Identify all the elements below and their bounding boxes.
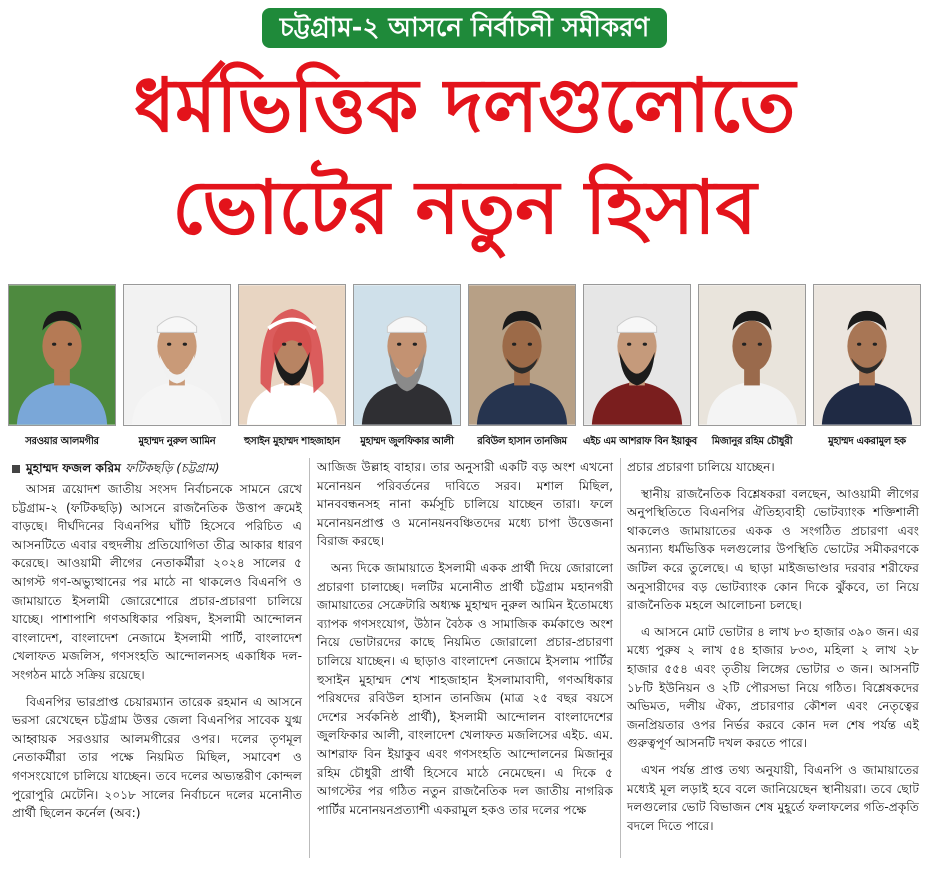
article-column-1 xyxy=(12,458,302,831)
candidate-card xyxy=(238,284,346,451)
candidate-card xyxy=(468,284,576,451)
kicker-banner: চট্টগ্রাম-২ আসনে নির্বাচনী সমীকরণ xyxy=(262,8,667,48)
candidate-name: মুহাম্মদ নুরুল আমিন xyxy=(138,436,216,447)
paragraph: এখন পর্যন্ত প্রাপ্ত তথ্য অনুযায়ী, বিএনপি ও জামায়াতের মধ্যেই মূল লড়াই হবে বলে জানিয়েছেন স্থানীয়রা। তবে ছোট দলগুলোর ভোট বিভাজন শেষ মুহূর্তে ফলাফলের গতি-প্রকৃতি বদলে দিতে পারে। xyxy=(627,762,919,833)
paragraph: প্রচার প্রচারণা চালিয়ে যাচ্ছেন। xyxy=(627,460,775,474)
bullet-square-icon xyxy=(12,465,20,473)
candidate-card xyxy=(353,284,461,451)
candidate-portrait xyxy=(813,284,921,426)
headline-line-2: ভোটের নতুন হিসাব xyxy=(172,165,757,251)
byline-location: ফটিকছড়ি (চট্টগ্রাম) xyxy=(125,461,220,475)
paragraph: এ আসনে মোট ভোটার ৪ লাখ ৮৩ হাজার ৩৯০ জন। এর মধ্যে পুরুষ ২ লাখ ৫৪ হাজার ৮৩৩, মহিলা ২ লাখ ২৮ হাজার ৫৫৪ এবং তৃতীয় লিঙ্গের ভোটার ৩ জন। আসনটি ১৮টি ইউনিয়ন ও ২টি পৌরসভা নিয়ে গঠিত। বিশ্লেষকদের অভিমত, দলীয় ঐক্য, প্রচারণার কৌশল এবং নেতৃত্বের জনপ্রিয়তার ওপর নির্ভর করবে কোন দল শেষ পর্যন্ত এই গুরুত্বপূর্ণ আসনটি দখল করতে পারে। xyxy=(627,624,919,751)
byline xyxy=(12,458,302,478)
headline-line-1: ধর্মভিত্তিক দলগুলোতে xyxy=(133,63,796,149)
candidate-name: মুহাম্মদ একরামুল হক xyxy=(828,436,906,447)
candidate-name: হুসাইন মুহাম্মদ শাহজাহান xyxy=(244,436,340,447)
article-column-2 xyxy=(317,458,613,827)
paragraph: অন্য দিকে জামায়াতে ইসলামী একক প্রার্থী দিয়ে জোরালো প্রচারণা চালাচ্ছে। দলটির মনোনীত প্রার্থী চট্টগ্রাম মহানগরী জামায়াতের সেক্রেটারি অধ্যক্ষ মুহাম্মদ নুরুল আমিন ইতোমধ্যে ব্যাপক গণসংযোগ, উঠান বৈঠক ও সামাজিক কর্মকাণ্ডে অংশ নিয়ে ভোটারদের কাছে নিয়মিত জোরালো প্রচার-প্রচারণা চালিয়ে যাচ্ছেন। এ ছাড়াও বাংলাদেশ নেজামে ইসলাম পার্টির হুসাইন মুহাম্মদ শেখ শাহজাহান ইসলামাবাদী, গণঅধিকার পরিষদের রবিউল হাসান তানজিম (মাত্র ২৫ বছর বয়সে দেশের সর্বকনিষ্ঠ প্রার্থী), ইসলামী আন্দোলন বাংলাদেশের জুলফিকার আলী, বাংলাদেশ খেলাফত মজলিসের এইচ. এম. আশরাফ বিন ইয়াকুব এবং গণসংহতি আন্দোলনের মিজানুর রহিম চৌধুরী প্রার্থী হিসেবে মাঠে নেমেছেন। এ দিকে ৫ আগস্টের পর গঠিত নতুন রাজনৈতিক দল জাতীয় নাগরিক পার্টির মনোনয়নপ্রত্যাশী একরামুল হকও তার দলের পক্ষে xyxy=(317,560,613,817)
paragraph: বিএনপির ভারপ্রাপ্ত চেয়ারম্যান তারেক রহমান এ আসনে ভরসা রেখেছেন চট্টগ্রাম উত্তর জেলা বিএনপির সাবেক যুগ্ম আহ্বায়ক সরওয়ার আলমগীরের ওপর। দলের তৃণমূল নেতাকর্মীরা তার পক্ষে নিয়মিত মিছিল, সমাবেশ ও গণসংযোগে চালিয়ে যাচ্ছেন। তবে দলের অভ্যন্তরীণ কোন্দল পুরোপুরি মেটেনি। ২০১৮ সালের নির্বাচনে দলের মনোনীত প্রার্থী ছিলেন কর্নেল (অব:) xyxy=(12,694,302,821)
paragraph: স্থানীয় রাজনৈতিক বিশ্লেষকরা বলছেন, আওয়ামী লীগের অনুপস্থিতিতে বিএনপির ঐতিহ্যবাহী ভোটব্যাংক শক্তিশালী থাকলেও জামায়াতের একক ও সংগঠিত প্রচারণা এবং অন্যান্য ধর্মভিত্তিক দলগুলোর উপস্থিতি ভোটের সমীকরণকে জটিল করে তুলেছে। এ ছাড়া মাইজভাণ্ডার দরবার শরীফের অনুসারীদের বড় ভোটব্যাংক কোন দিকে ঝুঁকবে, তা নিয়ে রাজনৈতিক মহলে আলোচনা চলছে। xyxy=(627,486,919,613)
candidate-name: রবিউল হাসান তানজিম xyxy=(477,436,567,447)
candidate-portrait xyxy=(353,284,461,426)
candidate-name: সরওয়ার আলমগীর xyxy=(25,436,99,447)
candidate-portrait xyxy=(238,284,346,426)
candidate-portrait xyxy=(583,284,691,426)
candidate-portrait xyxy=(8,284,116,426)
candidate-name: মিজানুর রহিম চৌধুরী xyxy=(711,436,793,447)
candidate-name: এইচ এম আশরাফ বিন ইয়াকুব xyxy=(583,436,697,447)
article-column-3 xyxy=(627,458,919,843)
candidate-name: মুহাম্মদ জুলফিকার আলী xyxy=(360,436,454,447)
candidate-portrait xyxy=(698,284,806,426)
candidate-card xyxy=(813,284,921,451)
candidate-card xyxy=(8,284,116,451)
paragraph: আসন্ন ত্রয়োদশ জাতীয় সংসদ নির্বাচনকে সামনে রেখে চট্টগ্রাম-২ (ফটিকছড়ি) আসনে রাজনৈতিক উত্তাপ ক্রমেই বাড়ছে। দীর্ঘদিনের বিএনপির ঘাঁটি হিসেবে পরিচিত এ আসনটিতে এবার বহুদলীয় প্রতিযোগিতা তীব্র আকার ধারণ করেছে। আওয়ামী লীগের নেতাকর্মীরা ২০২৪ সালের ৫ আগস্ট গণ-অভ্যুত্থানের পর মাঠে না থাকলেও বিএনপি ও জামায়াতে ইসলামী জোরেশোরে প্রচার-প্রচারণা চালিয়ে যাচ্ছে। পাশাপাশি গণঅধিকার পরিষদ, ইসলামী আন্দোলন বাংলাদেশ, বাংলাদেশ নেজামে ইসলামী পার্টি, বাংলাদেশ খেলাফত মজলিস, গণসংহতি আন্দোলনসহ একাধিক দল-সংগঠন মাঠে সক্রিয় রয়েছে। xyxy=(12,482,302,682)
paragraph: আজিজ উল্লাহ বাহার। তার অনুসারী একটি বড় অংশ এখনো মনোনয়ন পরিবর্তনের দাবিতে সরব। মশাল মিছিল, মানববন্ধনসহ নানা কর্মসূচি চালিয়ে যাচ্ছেন তারা। ফলে মনোনয়নপ্রাপ্ত ও মনোনয়নবঞ্চিতদের মধ্যে চাপা উত্তেজনা বিরাজ করছে। xyxy=(317,460,613,549)
candidate-card xyxy=(583,284,697,451)
candidate-card xyxy=(123,284,231,451)
column-divider xyxy=(620,458,621,858)
candidate-portrait xyxy=(123,284,231,426)
column-divider xyxy=(309,458,310,858)
candidate-card xyxy=(698,284,806,451)
candidate-portrait xyxy=(468,284,576,426)
candidate-photo-row xyxy=(8,284,923,456)
kicker-wrap xyxy=(0,8,929,48)
byline-author: মুহাম্মদ ফজল করিম xyxy=(26,461,122,475)
